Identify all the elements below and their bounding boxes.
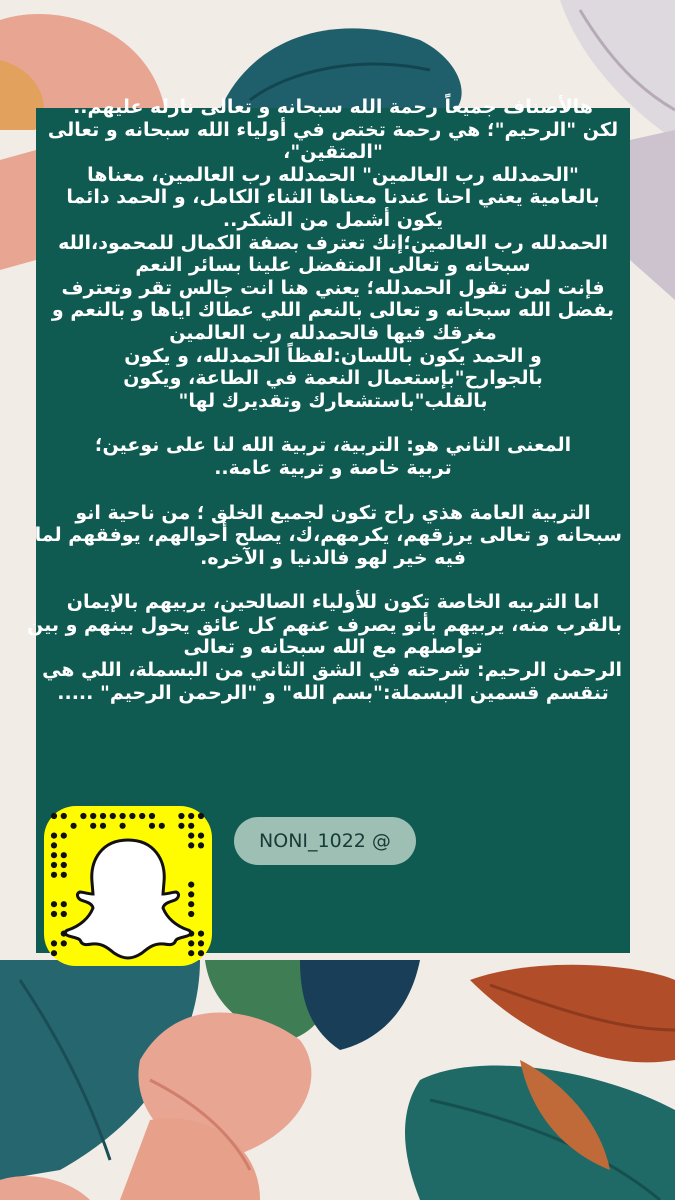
snapcode-icon[interactable] (42, 804, 214, 968)
text-line: المعنى الثاني هو: التربية، تربية الله لنا على نوعين؛ (94, 434, 572, 457)
text-line: اما التربيه الخاصة تكون للأولياء الصالحين، يربيهم بالإيمان (66, 591, 600, 614)
text-line: بفضل الله سبحانه و تعالى بالنعم اللي عطاك اياها و بالنعم و (51, 299, 615, 322)
text-line: بالعامية يعني احنا عندنا معناها الثناء الكامل، و الحمد دائما (66, 186, 600, 209)
text-line: لكن "الرحيم"؛ هي رحمة تختص في أولياء الله سبحانه و تعالى (47, 118, 619, 141)
text-line: بالقرب منه، يربيهم بأنو يصرف عنهم كل عائق يحول بينهم و بين (26, 613, 622, 636)
text-line: يكون أشمل من الشكر.. (222, 208, 444, 231)
text-line: بالجوارح"بإستعمال النعمة في الطاعة، ويكون (123, 367, 543, 390)
text-line: "المتقين"، (283, 141, 383, 164)
text-line: "الحمدلله رب العالمين" الحمدلله رب العالمين، معناها (87, 163, 579, 186)
text-line: الرحمن الرحيم: شرحته في الشق الثاني من البسملة، اللي هي (42, 659, 622, 682)
text-line: فإنت لمن تقول الحمدلله؛ يعني هنا انت جالس تقر وتعترف (61, 276, 605, 299)
text-line: تنقسم قسمين البسملة:"بسم الله" و "الرحمن الرحيم" ..... (57, 681, 609, 704)
text-line: سبحانه و تعالى المتفضل علينا بسائر النعم (135, 254, 531, 277)
text-line: بالقلب"باستشعارك وتقديرك لها" (178, 389, 488, 412)
text-line: هالأصناف جميعاً رحمة الله سبحانه و تعالى نازله عليهم.. (73, 96, 593, 118)
text-line: تواصلهم مع الله سبحانه و تعالى (183, 636, 483, 659)
text-line: و الحمد يكون باللسان:لفظاً الحمدلله، و يكون (124, 344, 542, 367)
text-line: سبحانه و تعالى يرزقهم، يكرمهم،ك، يصلح أحوالهم، يوفقهم لما (34, 524, 622, 547)
paragraph-gap (44, 412, 622, 434)
text-line: مغرقك فيها فالحمدلله رب العالمين (169, 321, 497, 344)
text-line: فيه خير لهو فالدنيا و الآخره. (200, 546, 466, 569)
text-line: التربية العامة هذي راح تكون لجميع الخلق ؛ من ناحية انو (75, 501, 591, 524)
snapchat-username-tag[interactable]: NONI_1022 @ (234, 817, 416, 865)
paragraph-gap (44, 480, 622, 502)
article-text (26, 96, 622, 704)
paragraph-gap (44, 569, 622, 591)
text-line: تربية خاصة و تربية عامة.. (214, 456, 452, 479)
text-line: الحمدلله رب العالمين؛إنك تعترف بصفة الكمال للمحمود،الله (58, 231, 608, 254)
